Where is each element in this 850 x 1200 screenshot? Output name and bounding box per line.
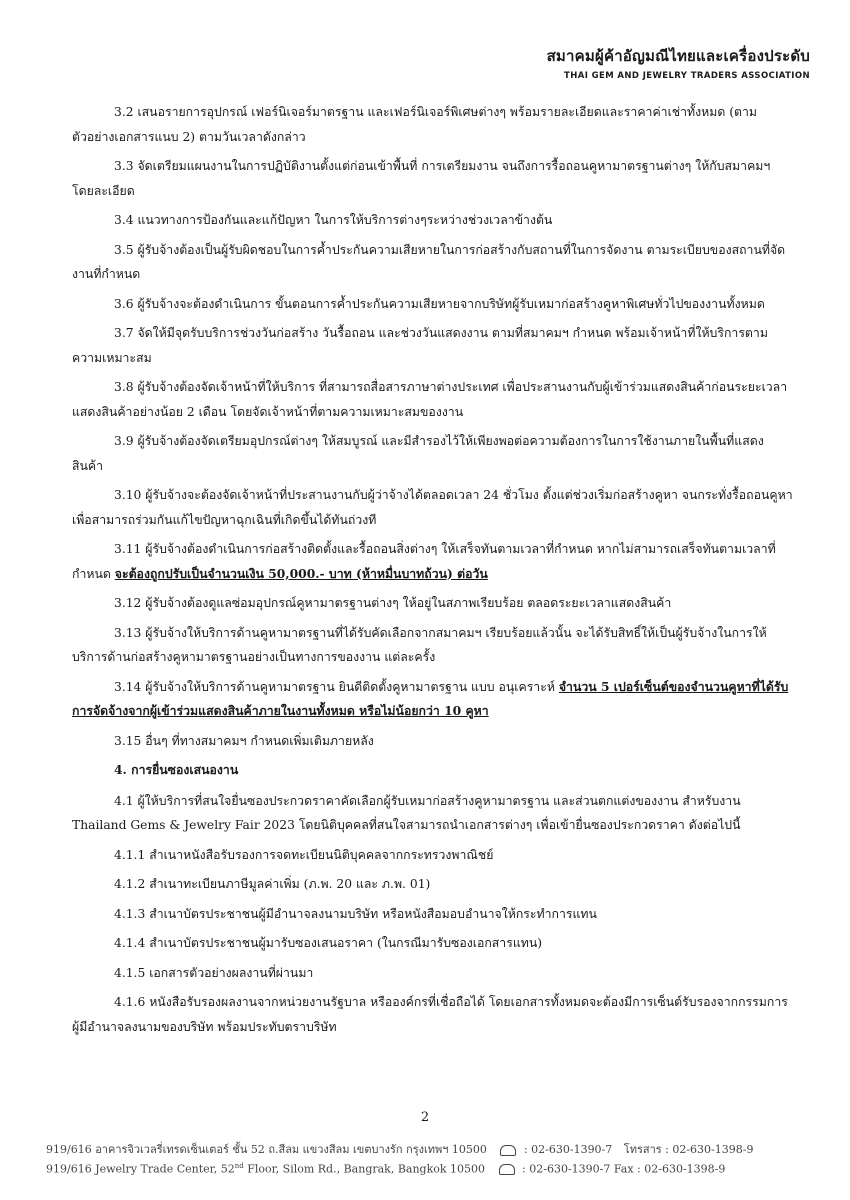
clause-text: 3.15 อื่นๆ ที่ทางสมาคมฯ กำหนดเพิ่มเติมภายหลัง [114,733,374,748]
letterhead [547,44,810,81]
clause-paragraph [72,675,794,724]
telephone-icon [500,1145,516,1156]
clause-paragraph [72,292,794,317]
clause-paragraph [72,100,794,149]
footer-phone-english: : 02-630-1390-7 Fax : 02-630-1398-9 [522,1162,726,1176]
telephone-icon [499,1164,515,1175]
clause-text: 3.10 ผู้รับจ้างจะต้องจัดเจ้าหน้าที่ประสานงานกับผู้ว่าจ้างได้ตลอดเวลา 24 ชั่วโมง ตั้งแต่ช่วงเริ่มก่อสร้างคูหา จนกระทั่งรื้อถอนคูหา เพื่อสามารถร่วมกันแก้ไขปัญหาฉุกเฉินที่เกิดขึ้นได้ทันถ่วงที [72,488,793,527]
clause-paragraph [72,238,794,287]
clause-paragraph [72,729,794,754]
clause-paragraph [72,375,794,424]
clause-paragraph [72,483,794,532]
clause-text: 3.9 ผู้รับจ้างต้องจัดเตรียมอุปกรณ์ต่างๆ ให้สมบูรณ์ และมีสำรองไว้ให้เพียงพอต่อความต้องการในการใช้งานภายในพื้นที่แสดงสินค้า [72,434,764,473]
document-body [72,100,794,1044]
page-number: 2 [420,1110,430,1125]
section-4-intro: 4.1 ผู้ให้บริการที่สนใจยื่นซองประกวดราคาคัดเลือกผู้รับเหมาก่อสร้างคูหามาตรฐาน และส่วนตกแต่งของงาน สำหรับงาน Thailand Gems & Jewelry Fair 2023 โดยนิติบุคคลที่สนใจสามารถนำเอกสารต่างๆ เพื่อเข้ายื่นซองประกวดราคา ดังต่อไปนี้ [72,793,741,832]
footer [46,1140,836,1184]
clause-text: 3.14 ผู้รับจ้างให้บริการด้านคูหามาตรฐาน ยินดีติดตั้งคูหามาตรฐาน แบบ อนุเคราะห์ [114,679,559,694]
clause-text: 3.4 แนวทางการป้องกันและแก้ปัญหา ในการให้บริการต่างๆระหว่างช่วงเวลาข้างต้น [114,213,553,227]
clause-text: 3.7 จัดให้มีจุดรับบริการช่วงวันก่อสร้าง วันรื้อถอน และช่วงวันแสดงงาน ตามที่สมาคมฯ กำหนด พร้อมเจ้าหน้าที่ให้บริการตามความเหมาะสม [72,326,768,365]
footer-address-thai: 919/616 อาคารจิวเวลรี่เทรดเซ็นเตอร์ ชั้น 52 ถ.สีลม แขวงสีลม เขตบางรัก กรุงเทพฯ 10500 [46,1143,487,1156]
footer-phone-thai: : 02-630-1390-7 [523,1143,613,1156]
clause-paragraph [72,429,794,478]
clause-text: 3.13 ผู้รับจ้างให้บริการด้านคูหามาตรฐานที่ได้รับคัดเลือกจากสมาคมฯ เรียบร้อยแล้วนั้น จะได้รับสิทธิ์ให้เป็นผู้รับจ้างในการให้บริการด้านก่อสร้างคูหามาตรฐานอย่างเป็นทางการของงาน แต่ละครั้ง [72,625,767,664]
clause-paragraph [72,154,794,203]
document-list-item: 4.1.2 สำเนาทะเบียนภาษีมูลค่าเพิ่ม (ภ.พ. 20 และ ภ.พ. 01) [114,877,431,891]
clause-text: 3.11 ผู้รับจ้างต้องดำเนินการก่อสร้างติดตั้งและรื้อถอนสิ่งต่างๆ ให้เสร็จทันตามเวลาที่กำหนด หากไม่สามารถเสร็จทันตามเวลาที่กำหนด [72,542,776,581]
footer-english-line [46,1162,836,1184]
footer-address-english-sup: nd [234,1162,244,1170]
clause-emphasis: จะต้องถูกปรับเป็นจำนวนเงิน 50,000.- บาท (ห้าหมื่นบาทถ้วน) ต่อวัน [114,565,488,581]
clause-text: 3.5 ผู้รับจ้างต้องเป็นผู้รับผิดชอบในการค้ำประกันความเสียหายในการก่อสร้างกับสถานที่ในการจัดงาน ตามระเบียบของสถานที่จัดงานที่กำหนด [72,242,786,281]
document-list-item: 4.1.4 สำเนาบัตรประชาชนผู้มารับซองเสนอราคา (ในกรณีมารับซองเอกสารแทน) [114,936,543,950]
clause-paragraph [72,591,794,616]
document-list-item: 4.1.1 สำเนาหนังสือรับรองการจดทะเบียนนิติบุคคลจากกระทรวงพาณิชย์ [114,847,494,862]
document-list-item: 4.1.3 สำเนาบัตรประชาชนผู้มีอำนาจลงนามบริษัท หรือหนังสือมอบอำนาจให้กระทำการแทน [114,906,597,921]
clause-text: 3.8 ผู้รับจ้างต้องจัดเจ้าหน้าที่ให้บริการ ที่สามารถสื่อสารภาษาต่างประเทศ เพื่อประสานงานกับผู้เข้าร่วมแสดงสินค้าก่อนระยะเวลาแสดงสินค้าอย่างน้อย 2 เดือน โดยจัดเจ้าหน้าที่ตามความเหมาะสมของงาน [72,380,788,419]
document-list-item: 4.1.6 หนังสือรับรองผลงานจากหน่วยงานรัฐบาล หรือองค์กรที่เชื่อถือได้ โดยเอกสารทั้งหมดจะต้องมีการเซ็นต์รับรองจากกรรมการผู้มีอำนาจลงนามของบริษัท พร้อมประทับตราบริษัท [72,995,788,1034]
footer-address-english-2: Floor, Silom Rd., Bangrak, Bangkok 10500 [243,1162,486,1176]
clause-paragraph [72,537,794,586]
clause-paragraph [72,208,794,233]
clause-emphasis: จำนวน 5 เปอร์เซ็นต์ของจำนวนคูหาที่ได้รับการจัดจ้างจากผู้เข้าร่วมแสดงสินค้าภายในงานทั้งหมด หรือไม่น้อยกว่า 10 คูหา [72,678,789,718]
org-name-thai: สมาคมผู้ค้าอัญมณีไทยและเครื่องประดับ [546,47,810,65]
clause-text: 3.6 ผู้รับจ้างจะต้องดำเนินการ ขั้นตอนการค้ำประกันความเสียหายจากบริษัทผู้รับเหมาก่อสร้างคูหาพิเศษทั่วไปของงานทั้งหมด [114,296,765,311]
footer-fax-thai: โทรสาร : 02-630-1398-9 [623,1143,754,1156]
document-list-item: 4.1.5 เอกสารตัวอย่างผลงานที่ผ่านมา [114,965,314,980]
footer-thai-line [46,1140,836,1162]
clause-text: 3.12 ผู้รับจ้างต้องดูแลซ่อมอุปกรณ์คูหามาตรฐานต่างๆ ให้อยู่ในสภาพเรียบร้อย ตลอดระยะเวลาแสดงสินค้า [114,596,672,610]
clause-text: 3.2 เสนอรายการอุปกรณ์ เฟอร์นิเจอร์มาตรฐาน และเฟอร์นิเจอร์พิเศษต่างๆ พร้อมรายละเอียดและราคาค่าเช่าทั้งหมด (ตามตัวอย่างเอกสารแนบ 2) ตามวันเวลาดังกล่าว [72,105,758,144]
section-4-heading: 4. การยื่นซองเสนองาน [114,762,239,777]
org-name-english: THAI GEM AND JEWELRY TRADERS ASSOCIATION [564,71,810,81]
footer-address-english-1: 919/616 Jewelry Trade Center, 52 [46,1162,235,1176]
clause-text: 3.3 จัดเตรียมแผนงานในการปฏิบัติงานตั้งแต่ก่อนเข้าพื้นที่ การเตรียมงาน จนถึงการรื้อถอนคูหามาตรฐานต่างๆ ให้กับสมาคมฯ โดยละเอียด [72,159,771,198]
clause-paragraph [72,621,794,670]
clause-list [72,100,794,753]
document-list [72,843,794,1040]
clause-paragraph [72,321,794,370]
